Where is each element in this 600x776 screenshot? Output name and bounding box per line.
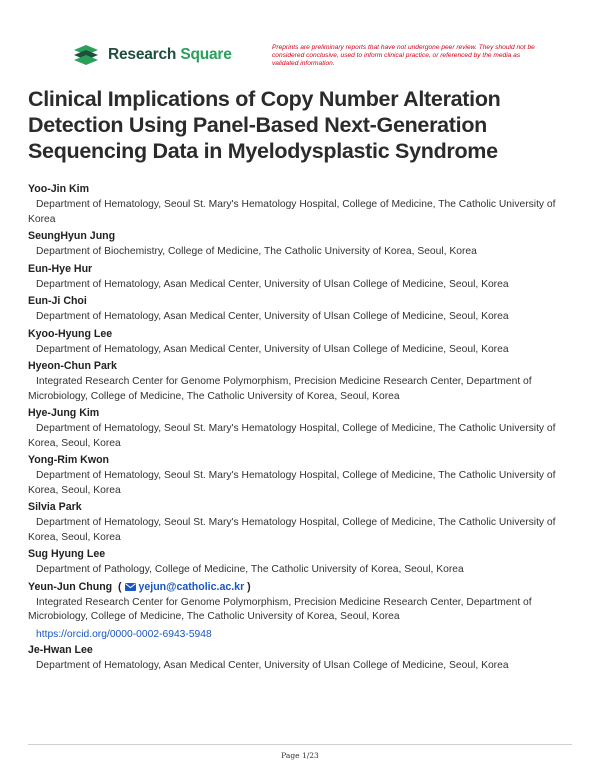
author-entry <box>28 230 576 260</box>
author-name: Kyoo-Hyung Lee <box>28 327 113 340</box>
author-name: Hyeon-Chun Park <box>28 360 117 372</box>
author-entry <box>28 548 576 578</box>
author-name: Silvia Park <box>28 501 82 513</box>
author-name: Yoo-Jin Kim <box>28 183 90 195</box>
author-name: Eun-Ji Choi <box>28 295 87 307</box>
page-header <box>0 0 600 80</box>
author-entry <box>28 644 576 674</box>
author-affiliation: Department of Hematology, Seoul St. Mary's Hematology Hospital, College of Medicine, The Catholic University of Korea, Seoul, Korea <box>28 470 556 496</box>
research-square-logo[interactable] <box>72 44 232 66</box>
author-name: SeungHyun Jung <box>28 230 116 242</box>
author-entry <box>28 328 576 358</box>
orcid-link[interactable]: https://orcid.org/0000-0002-6943-5948 <box>36 628 212 640</box>
author-list <box>28 181 576 676</box>
research-square-logo-icon <box>72 44 102 66</box>
author-affiliation: Department of Biochemistry, College of Medicine, The Catholic University of Korea, Seoul, Korea <box>36 246 477 257</box>
author-name: Hye-Jung Kim <box>28 407 100 419</box>
footer-divider <box>28 744 572 745</box>
author-affiliation: Department of Hematology, Asan Medical Center, University of Ulsan College of Medicine, Seoul, Korea <box>36 311 509 322</box>
logo-wordmark: Research Square <box>108 46 232 63</box>
page-number: Page 1/23 <box>281 751 319 760</box>
author-affiliation: Department of Hematology, Seoul St. Mary's Hematology Hospital, College of Medicine, The Catholic University of Korea, Seoul, Korea <box>28 517 556 543</box>
corresponding-author-name: Yeun-Jun Chung ( yejun@catholic.ac.kr ) <box>28 580 251 593</box>
author-name: Je-Hwan Lee <box>28 643 93 656</box>
author-entry <box>28 407 576 451</box>
author-affiliation: Department of Hematology, Seoul St. Mary's Hematology Hospital, College of Medicine, The Catholic University of Korea, Seoul, Korea <box>28 423 556 449</box>
author-entry <box>28 183 576 227</box>
email-link[interactable]: yejun@catholic.ac.kr <box>125 581 245 593</box>
author-entry <box>28 360 576 404</box>
author-entry <box>28 295 576 325</box>
author-affiliation: Department of Hematology, Asan Medical Center, University of Ulsan College of Medicine, Seoul, Korea <box>36 343 509 355</box>
author-affiliation: Integrated Research Center for Genome Polymorphism, Precision Medicine Research Center, Department of Microbiology, College of Medicine, The Catholic University of Korea, Seoul, Korea <box>28 596 532 622</box>
preprint-notice: Preprints are preliminary reports that have not undergone peer review. They should not be considered conclusive, used to inform clinical practice, or referenced by the media as validated information. <box>272 44 535 67</box>
author-name: Eun-Hye Hur <box>28 262 93 275</box>
author-entry <box>28 263 576 293</box>
author-entry <box>28 454 576 498</box>
author-affiliation: Department of Hematology, Asan Medical Center, University of Ulsan College of Medicine, Seoul, Korea <box>36 659 509 671</box>
corresponding-author-entry <box>28 581 576 642</box>
author-affiliation: Integrated Research Center for Genome Polymorphism, Precision Medicine Research Center, Department of Microbiology, College of Medicine, The Catholic University of Korea, Seoul, Korea <box>28 376 532 402</box>
author-entry <box>28 501 576 545</box>
author-affiliation: Department of Pathology, College of Medicine, The Catholic University of Korea, Seoul, Korea <box>36 564 464 575</box>
envelope-icon <box>125 583 136 591</box>
author-name: Yong-Rim Kwon <box>28 454 110 466</box>
author-affiliation: Department of Hematology, Asan Medical Center, University of Ulsan College of Medicine, Seoul, Korea <box>36 278 509 290</box>
author-name: Sug Hyung Lee <box>28 548 106 560</box>
paper-title: Clinical Implications of Copy Number Alteration Detection Using Panel-Based Next-Generation Sequencing Data in Myelodysplastic Syndrome <box>28 87 501 163</box>
author-affiliation: Department of Hematology, Seoul St. Mary's Hematology Hospital, College of Medicine, The Catholic University of Korea <box>28 199 556 225</box>
